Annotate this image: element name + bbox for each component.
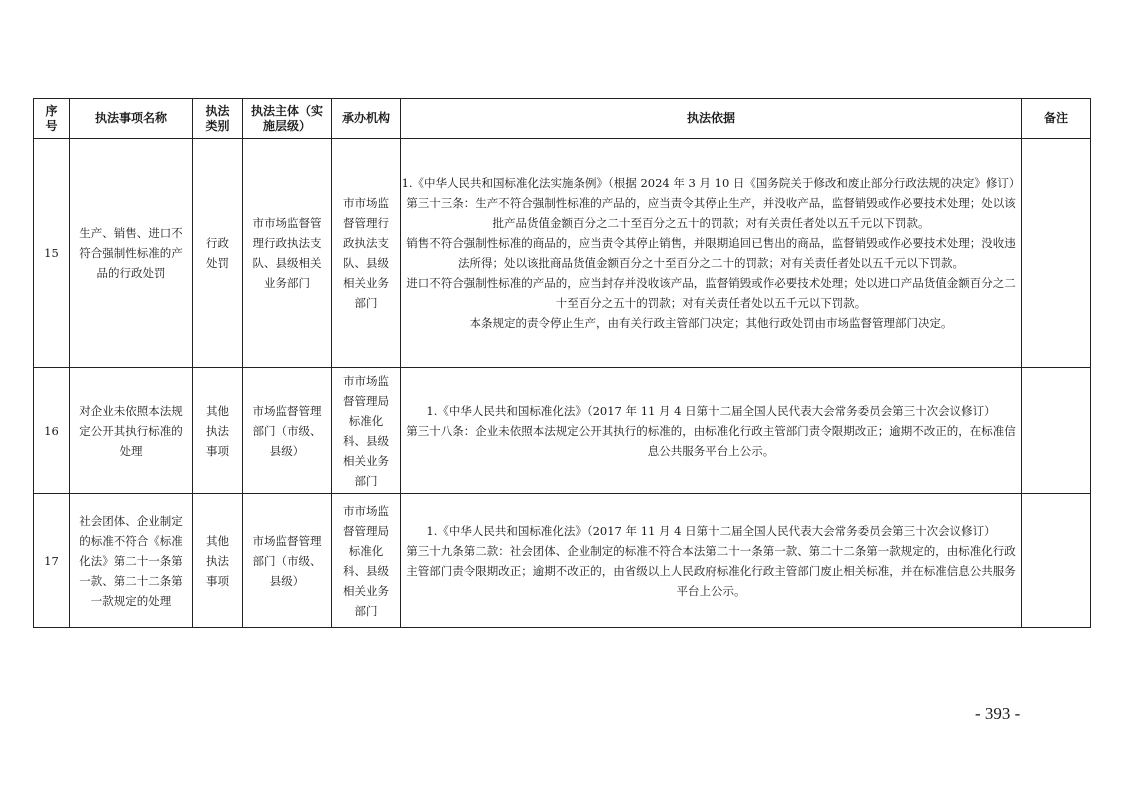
row-agency: 市市场监督管理局标准化科、县级相关业务部门 xyxy=(332,368,401,494)
table-header-row xyxy=(34,99,1091,139)
row-item-name: 对企业未依照本法规定公开其执行标准的处理 xyxy=(70,368,193,494)
header-remark: 备注 xyxy=(1022,99,1091,139)
row-remark xyxy=(1022,494,1091,628)
row-legal-basis xyxy=(401,368,1022,494)
row-agency: 市市场监督管理局标准化科、县级相关业务部门 xyxy=(332,494,401,628)
row-subject: 市市场监督管理行政执法支队、县级相关业务部门 xyxy=(243,139,332,368)
header-legal-basis: 执法依据 xyxy=(401,99,1022,139)
row-subject: 市场监督管理部门（市级、县级） xyxy=(243,368,332,494)
table-row xyxy=(34,494,1091,628)
basis-paragraph: 本条规定的责令停止生产，由有关行政主管部门决定；其他行政处罚由市场监督管理部门决定。 xyxy=(469,316,953,330)
table-row xyxy=(34,139,1091,368)
row-subject: 市场监督管理部门（市级、县级） xyxy=(243,494,332,628)
header-agency: 承办机构 xyxy=(332,99,401,139)
row-serial-no: 16 xyxy=(34,368,70,494)
basis-paragraph: 销售不符合强制性标准的商品的，应当责令其停止销售，并限期追回已售出的商品，监督销毁或作必要技术处理；没收违法所得；处以该批商品货值金额百分之十至百分之二十的罚款；对有关责任者处以五千元以下罚款。 xyxy=(406,236,1016,270)
row-serial-no: 17 xyxy=(34,494,70,628)
header-subject: 执法主体（实施层级） xyxy=(243,99,332,139)
basis-paragraph: 1.《中华人民共和国标准化法》（2017 年 11 月 4 日第十二届全国人民代表大会常务委员会第三十次会议修订） xyxy=(426,403,996,418)
row-item-name: 生产、销售、进口不符合强制性标准的产品的行政处罚 xyxy=(70,139,193,368)
enforcement-items-table xyxy=(33,98,1091,628)
row-agency: 市市场监督管理行政执法支队、县级相关业务部门 xyxy=(332,139,401,368)
basis-paragraph: 第三十三条：生产不符合强制性标准的产品的，应当责令其停止生产，并没收产品，监督销毁或作必要技术处理；处以该批产品货值金额百分之二十至百分之五十的罚款；对有关责任者处以五千元以下罚款。 xyxy=(406,196,1016,230)
basis-paragraph: 第三十八条：企业未依照本法规定公开其执行的标准的，由标准化行政主管部门责令限期改正；逾期不改正的，在标准信息公共服务平台上公示。 xyxy=(406,423,1016,458)
row-remark xyxy=(1022,368,1091,494)
basis-paragraph: 1.《中华人民共和国标准化法》（2017 年 11 月 4 日第十二届全国人民代表大会常务委员会第三十次会议修订） xyxy=(426,523,996,538)
basis-paragraph: 1.《中华人民共和国标准化法实施条例》（根据 2024 年 3 月 10 日《国务院关于修改和废止部分行政法规的决定》修订） xyxy=(401,176,1021,190)
table-row xyxy=(34,368,1091,494)
basis-paragraph: 进口不符合强制性标准的产品的，应当封存并没收该产品，监督销毁或作必要技术处理；处以进口产品货值金额百分之二十至百分之五十的罚款；对有关责任者处以五千元以下罚款。 xyxy=(406,276,1016,310)
row-legal-basis xyxy=(401,494,1022,628)
row-legal-basis xyxy=(401,139,1022,368)
row-serial-no: 15 xyxy=(34,139,70,368)
row-item-name: 社会团体、企业制定的标准不符合《标准化法》第二十一条第一款、第二十二条第一款规定的处理 xyxy=(70,494,193,628)
header-serial-no: 序号 xyxy=(34,99,70,139)
header-category: 执法类别 xyxy=(193,99,243,139)
basis-paragraph: 第三十九条第二款：社会团体、企业制定的标准不符合本法第二十一条第一款、第二十二条第一款规定的，由标准化行政主管部门责令限期改正；逾期不改正的，由省级以上人民政府标准化行政主管部门废止相关标准，并在标准信息公共服务平台上公示。 xyxy=(406,543,1016,598)
row-category: 其他执法事项 xyxy=(193,494,243,628)
header-item-name: 执法事项名称 xyxy=(70,99,193,139)
page-number: - 393 - xyxy=(975,704,1021,723)
row-category: 行政处罚 xyxy=(193,139,243,368)
row-category: 其他执法事项 xyxy=(193,368,243,494)
row-remark xyxy=(1022,139,1091,368)
